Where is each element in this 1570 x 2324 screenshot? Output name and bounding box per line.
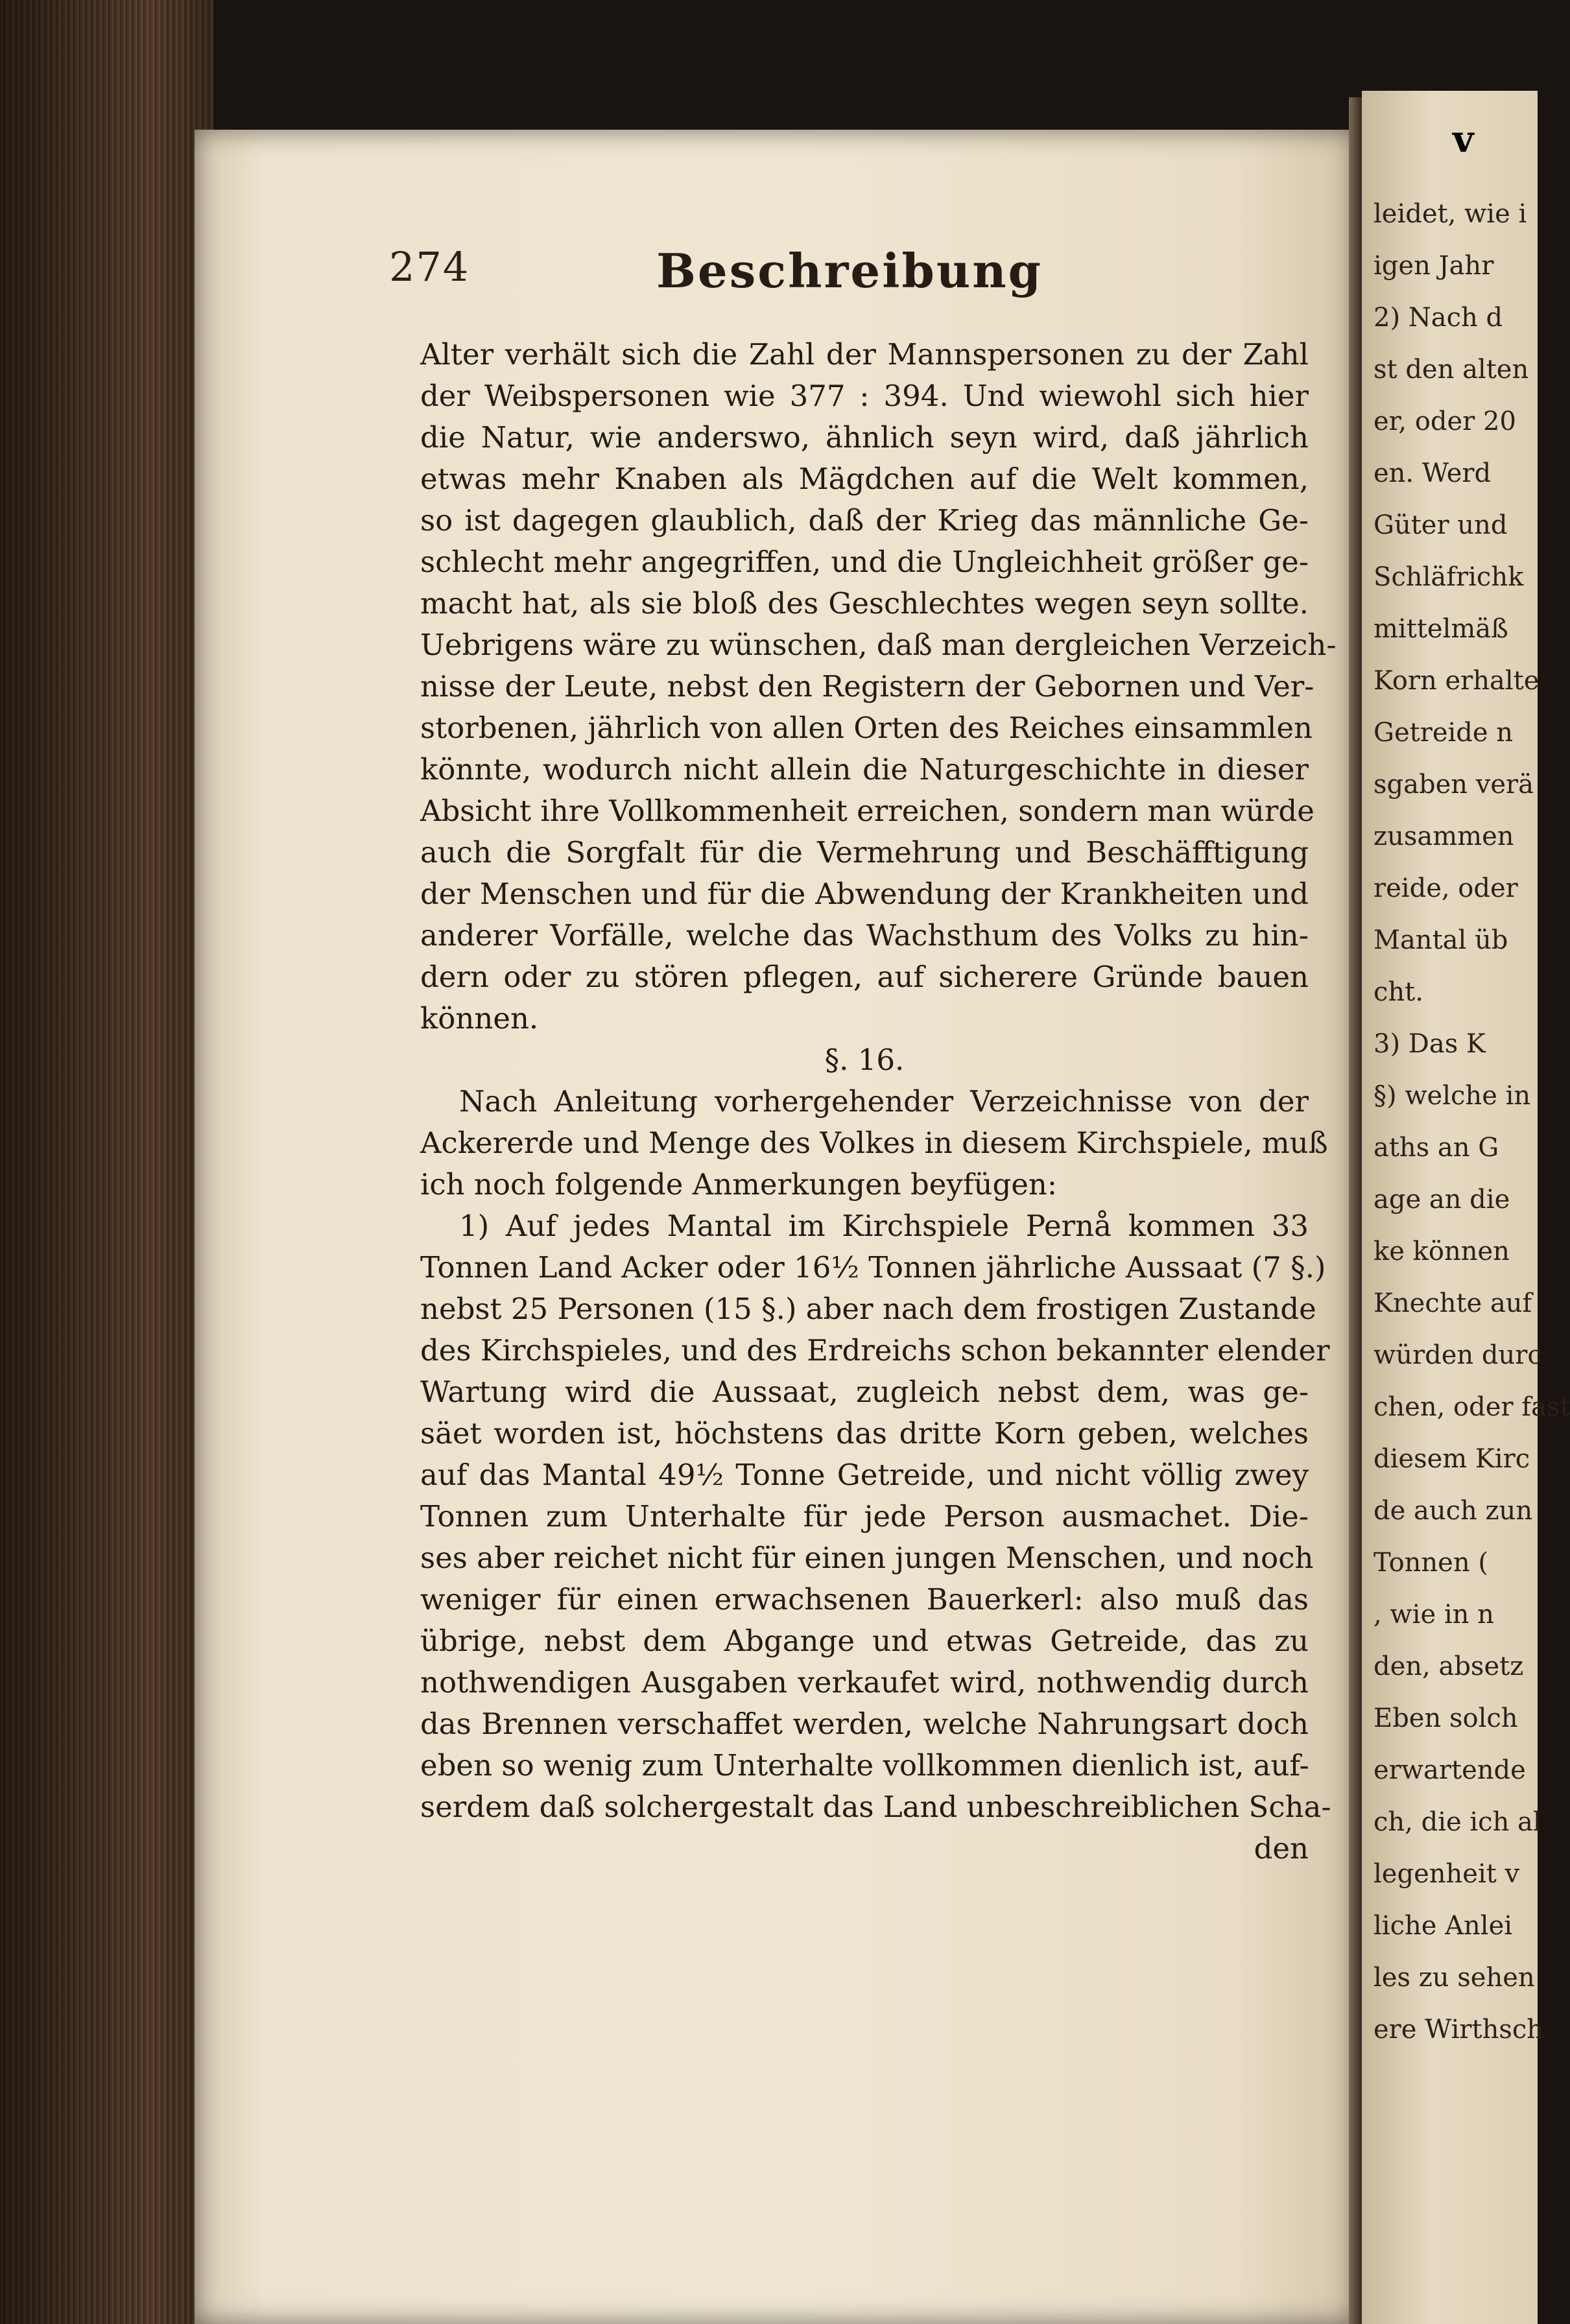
text-line: ich noch folgende Anmerkungen beyfügen:	[420, 1167, 1058, 1202]
next-page-line: reide, oder	[1374, 873, 1518, 903]
text-line: anderer Vorfälle, welche das Wachsthum des Volks zu hin-	[420, 918, 1309, 953]
next-page-line: legenheit v	[1374, 1859, 1520, 1889]
text-line: Ackererde und Menge des Volkes in diesem Kirchspiele, muß	[420, 1126, 1328, 1160]
text-line: eben so wenig zum Unterhalte vollkommen dienlich ist, auf-	[420, 1748, 1309, 1783]
text-line: nebst 25 Personen (15 §.) aber nach dem frostigen Zustande	[420, 1292, 1316, 1326]
running-title: Beschreibung	[656, 243, 1043, 298]
text-line: des Kirchspieles, und des Erdreichs schon bekannter elender	[420, 1333, 1330, 1368]
paragraph-1	[420, 334, 1337, 1039]
text-line: auf das Mantal 49½ Tonne Getreide, und nicht völlig zwey	[420, 1458, 1309, 1492]
text-line: säet worden ist, höchstens das dritte Korn geben, welches	[420, 1416, 1309, 1451]
text-line: etwas mehr Knaben als Mägdchen auf die Welt kommen,	[420, 462, 1309, 496]
next-page-line: , wie in n	[1374, 1600, 1494, 1630]
text-line: könnte, wodurch nicht allein die Naturgeschichte in dieser	[420, 752, 1309, 787]
text-line: der Menschen und für die Abwendung der Krankheiten und	[420, 877, 1309, 911]
text-line: übrige, nebst dem Abgange und etwas Getreide, das zu	[420, 1624, 1309, 1658]
book-page-right-partial	[1362, 91, 1570, 2324]
section-heading: §. 16.	[824, 1043, 905, 1077]
next-page-line: erwartende	[1374, 1755, 1526, 1785]
next-page-line: Knechte auf	[1374, 1288, 1532, 1318]
next-page-line: leidet, wie i	[1374, 199, 1527, 229]
text-line: 1) Auf jedes Mantal im Kirchspiele Pernå kommen 33	[459, 1209, 1309, 1243]
text-line: weniger für einen erwachsenen Bauerkerl: also muß das	[420, 1582, 1309, 1617]
next-page-line: age an die	[1374, 1185, 1510, 1215]
next-page-line: Güter und	[1374, 510, 1508, 540]
text-line: nisse der Leute, nebst den Registern der Gebornen und Ver-	[420, 669, 1314, 704]
text-line: Uebrigens wäre zu wünschen, daß man dergleichen Verzeich-	[420, 628, 1337, 662]
text-line: Absicht ihre Vollkommenheit erreichen, sondern man würde	[420, 794, 1314, 828]
next-page-line: er, oder 20	[1374, 407, 1516, 436]
page-number: 274	[389, 243, 470, 290]
text-line: dern oder zu stören pflegen, auf sicherere Gründe bauen	[420, 960, 1309, 994]
text-line: die Natur, wie anderswo, ähnlich seyn wird, daß jährlich	[420, 420, 1309, 455]
next-page-line: chen, oder fast	[1374, 1392, 1570, 1422]
next-page-line: den, absetz	[1374, 1652, 1524, 1681]
paragraph-3	[420, 1205, 1331, 1828]
book-edge-shadow	[0, 0, 214, 2324]
next-page-line: st den alten	[1374, 355, 1529, 385]
text-line: auch die Sorgfalt für die Vermehrung und Beschäfftigung	[420, 835, 1309, 870]
next-page-line: würden durc	[1374, 1340, 1542, 1370]
text-line: schlecht mehr angegriffen, und die Ungleichheit größer ge-	[420, 545, 1309, 579]
next-page-line: de auch zun	[1374, 1496, 1533, 1526]
next-page-line: Getreide n	[1374, 718, 1514, 748]
next-page-line: Korn erhalte	[1374, 666, 1540, 696]
next-page-line: liche Anlei	[1374, 1911, 1513, 1941]
next-page-line: ere Wirthsch	[1374, 2015, 1544, 2045]
catchword: den	[1254, 1831, 1309, 1866]
next-page-line: en. Werd	[1374, 458, 1492, 488]
next-page-line: diesem Kirc	[1374, 1444, 1530, 1474]
text-line: serdem daß solchergestalt das Land unbeschreiblichen Scha-	[420, 1790, 1331, 1824]
next-page-line: sgaben verä	[1374, 770, 1534, 800]
page-body-text	[420, 334, 1337, 1869]
text-line: Tonnen Land Acker oder 16½ Tonnen jährliche Aussaat (7 §.)	[420, 1250, 1326, 1285]
next-page-line: Schläfrichk	[1374, 562, 1524, 592]
text-line: nothwendigen Ausgaben verkaufet wird, nothwendig durch	[420, 1665, 1309, 1700]
next-page-line: Eben solch	[1374, 1703, 1518, 1733]
next-page-line: 3) Das K	[1374, 1029, 1486, 1059]
next-page-line: zusammen	[1374, 822, 1514, 851]
page-header	[389, 243, 1310, 321]
next-page-line: ch, die ich al	[1374, 1807, 1541, 1837]
next-page-line: aths an G	[1374, 1133, 1499, 1163]
text-line: so ist dagegen glaublich, daß der Krieg das männliche Ge-	[420, 503, 1309, 538]
text-line: ses aber reichet nicht für einen jungen Menschen, und noch	[420, 1541, 1314, 1575]
text-line: das Brennen verschaffet werden, welche Nahrungsart doch	[420, 1707, 1309, 1741]
next-page-line: mittelmäß	[1374, 614, 1508, 644]
text-line: Wartung wird die Aussaat, zugleich nebst dem, was ge-	[420, 1375, 1309, 1409]
text-line: der Weibspersonen wie 377 : 394. Und wiewohl sich hier	[420, 379, 1309, 413]
next-page-line: igen Jahr	[1374, 251, 1494, 281]
text-line: können.	[420, 1001, 539, 1036]
next-page-line: 2) Nach d	[1374, 303, 1503, 333]
text-line: macht hat, als sie bloß des Geschlechtes wegen seyn sollte.	[420, 586, 1309, 621]
text-line: Nach Anleitung vorhergehender Verzeichnisse von der	[459, 1084, 1309, 1119]
text-line: storbenen, jährlich von allen Orten des Reiches einsammlen	[420, 711, 1313, 745]
next-page-line: Tonnen (	[1374, 1548, 1488, 1578]
next-page-line: Mantal üb	[1374, 925, 1508, 955]
paragraph-2	[420, 1081, 1328, 1205]
text-line: Tonnen zum Unterhalte für jede Person ausmachet. Die-	[420, 1499, 1309, 1534]
next-page-line: §) welche in	[1374, 1081, 1531, 1111]
next-page-line: ke können	[1374, 1237, 1510, 1266]
next-page-line: les zu sehen	[1374, 1963, 1535, 1993]
text-line: Alter verhält sich die Zahl der Mannspersonen zu der Zahl	[420, 337, 1309, 372]
next-page-line: cht.	[1374, 977, 1423, 1007]
next-page-header-fragment: v	[1453, 118, 1474, 161]
